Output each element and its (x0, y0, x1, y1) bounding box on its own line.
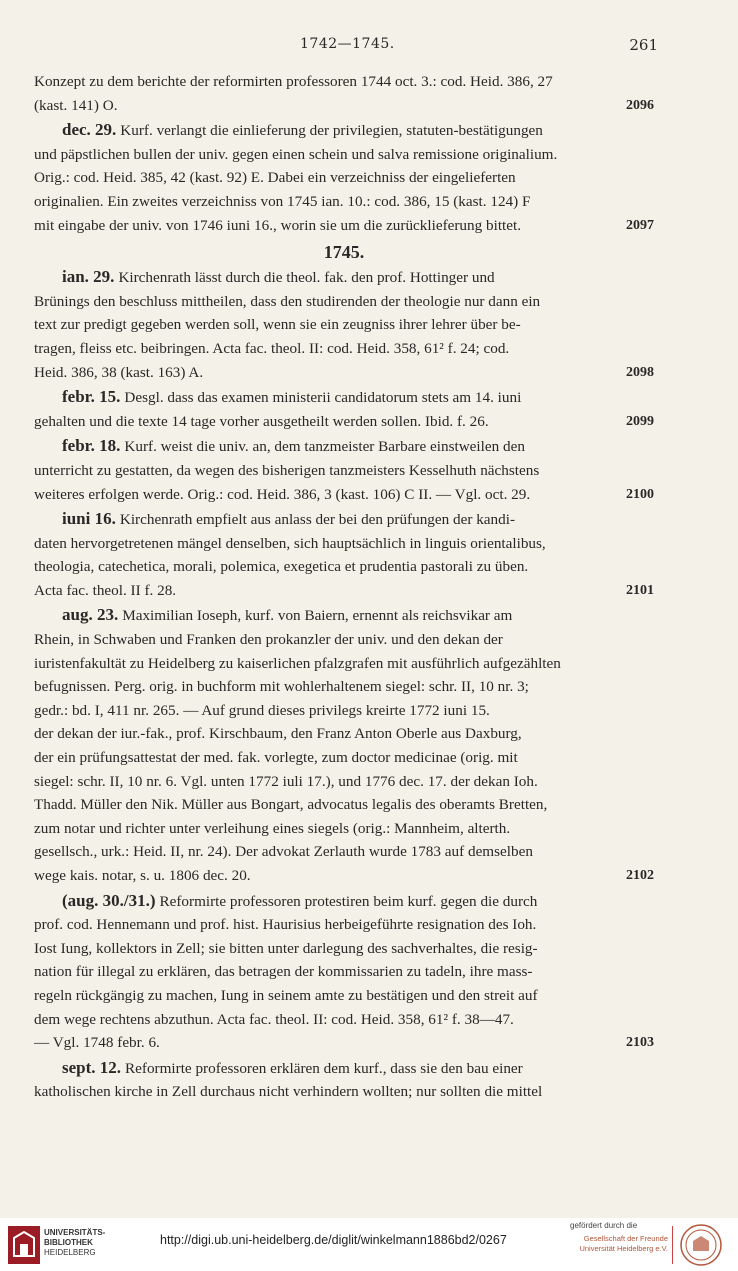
entry-date: febr. 15. (62, 387, 121, 407)
entry-line-text: nation für illegal zu erklären, das betragen der kommissarien zu tadeln, ihre mass- (34, 963, 533, 981)
entry-line (34, 628, 654, 652)
entry-line (34, 817, 654, 841)
library-name-line2: BIBLIOTHEK (44, 1238, 93, 1247)
entry-date: febr. 18. (62, 436, 121, 456)
entry-line-text: Desgl. dass das examen ministerii candidatorum stets am 14. iuni (124, 389, 522, 407)
running-header (0, 36, 738, 58)
entry-line (34, 532, 654, 556)
year-heading: 1745. (323, 242, 365, 263)
entry-number: 2099 (626, 413, 654, 429)
entry-line (34, 722, 654, 746)
entry-line-text: Acta fac. theol. II f. 28. (34, 581, 177, 599)
entry-line-text: gedr.: bd. I, 411 nr. 265. — Auf grund dieses privilegs kreirte 1772 iuni 15. (34, 701, 490, 719)
calendar-entry (34, 265, 654, 384)
entry-line (34, 984, 654, 1008)
entry-line (34, 699, 654, 723)
entry-line (34, 507, 654, 532)
entry-line-text: Konzept zu dem berichte der reformirten professoren 1744 oct. 3.: cod. Heid. 386, 27 (34, 73, 553, 90)
entry-line-text: gehalten und die texte 14 tage vorher ausgetheilt werden sollen. Ibid. f. 26. (34, 412, 489, 430)
calendar-entry (34, 434, 654, 506)
entry-date: aug. 23. (62, 605, 119, 625)
entry-line-text: der dekan der iur.-fak., prof. Kirschbaum, den Franz Anton Oberle aus Daxburg, (34, 725, 522, 743)
entry-line (34, 143, 654, 167)
entry-line (34, 1056, 654, 1081)
entry-line-text: der ein prüfungsattestat der med. fak. vorlegte, zum doctor medicinae (orig. mit (34, 749, 518, 767)
digitization-footer (0, 1218, 738, 1271)
entry-line-text: Kirchenrath empfielt aus anlass der bei den prüfungen der kandi- (119, 511, 516, 529)
footer-divider (672, 1226, 673, 1264)
entry-line-text: Rhein, in Schwaben und Franken den prokanzler der univ. und den dekan der (34, 631, 503, 649)
entry-date: ian. 29. (62, 267, 115, 287)
funded-by-label: gefördert durch die (570, 1221, 638, 1230)
entry-line (34, 290, 654, 314)
entry-line-text: Iost Iung, kollektors in Zell; sie bitten unter darlegung des sachverhaltes, die resig- (34, 939, 538, 957)
entry-number: 2102 (626, 868, 654, 883)
entry-line-text: Kurf. verlangt die einlieferung der privilegien, statuten-bestätigungen (120, 122, 543, 140)
entry-line-text: originalien. Ein zweites verzeichniss von 1745 ian. 10.: cod. 386, 15 (kast. 124) F (34, 192, 531, 210)
calendar-entry (34, 603, 654, 887)
entry-line (34, 555, 654, 579)
entries-1744 (34, 70, 654, 237)
entry-line (34, 70, 654, 94)
entry-line-text: dem wege rechtens abzuthun. Acta fac. theol. II: cod. Heid. 358, 61² f. 38—47. (34, 1010, 514, 1028)
header-years: 1742—1745. (300, 36, 395, 52)
entry-line-text: theologia, catechetica, morali, polemica, exegetica et prudentia pastorali zu üben. (34, 558, 529, 576)
entry-date: (aug. 30./31.) (62, 890, 156, 910)
entry-line (34, 265, 654, 290)
library-name-line3: HEIDELBERG (44, 1248, 96, 1257)
entry-line-text: (kast. 141) O. (34, 96, 118, 114)
entry-line (34, 913, 654, 937)
entry-line-text: regeln rückgängig zu machen, Iung in seinem amte zu bestätigen und den streit auf (34, 986, 538, 1004)
entry-line-text: siegel: schr. II, 10 nr. 6. Vgl. unten 1772 iuli 17.), und 1776 dec. 17. der dekan Ioh. (34, 772, 538, 790)
entry-line-text: Maximilian Ioseph, kurf. von Baiern, ernennt als reichsvikar am (122, 607, 513, 625)
entry-line-text: daten hervorgetretenen mängel denselben, sich hauptsächlich in linguis orientalibus, (34, 534, 546, 552)
calendar-entry (34, 70, 654, 117)
entry-line-text: katholischen kirche in Zell durchaus nicht verhindern wollten; nur sollten die mittel (34, 1083, 543, 1101)
entry-line-text: Kurf. weist die univ. an, dem tanzmeister Barbare einstweilen den (124, 438, 525, 456)
entry-line (34, 337, 654, 361)
entry-line (34, 960, 654, 984)
entry-line-text: Brünings den beschluss mittheilen, dass den studirenden der theologie nur dann ein (34, 292, 541, 310)
entry-number: 2103 (626, 1035, 654, 1051)
page-body (34, 70, 654, 1104)
society-name (566, 1234, 668, 1254)
entry-line-text: befugnissen. Perg. orig. in buchform mit wohlerhaltenem siegel: schr. II, 10 nr. 3; (34, 678, 529, 696)
entry-line (34, 579, 654, 603)
entry-line-text: Reformirte professoren protestiren beim kurf. gegen die durch (159, 892, 538, 910)
entry-number: 2101 (626, 582, 654, 598)
page-number: 261 (629, 36, 658, 54)
entry-number: 2096 (626, 97, 654, 113)
entries-1745 (34, 265, 654, 1104)
calendar-entry (34, 118, 654, 237)
entry-line (34, 214, 654, 238)
entry-line-text: wege kais. notar, s. u. 1806 dec. 20. (34, 867, 251, 884)
entry-line (34, 746, 654, 770)
entry-line (34, 118, 654, 143)
calendar-entry (34, 507, 654, 602)
university-library-logo-icon (8, 1226, 40, 1264)
entry-line (34, 603, 654, 628)
entry-line (34, 1008, 654, 1032)
entry-line (34, 864, 654, 888)
society-name-line2: Universität Heidelberg e.V. (579, 1244, 668, 1253)
entry-line (34, 94, 654, 118)
entry-line (34, 770, 654, 794)
entry-line-text: weiteres erfolgen werde. Orig.: cod. Heid. 386, 3 (kast. 106) C II. — Vgl. oct. 29. (34, 485, 531, 503)
entry-line (34, 434, 654, 459)
source-url-link[interactable]: http://digi.ub.uni-heidelberg.de/diglit/winkelmann1886bd2/0267 (160, 1233, 507, 1247)
university-seal-icon (680, 1224, 722, 1266)
society-name-line1: Gesellschaft der Freunde (583, 1234, 668, 1243)
entry-line-text: gesellsch., urk.: Heid. II, nr. 24). Der advokat Zerlauth wurde 1783 auf demselben (34, 843, 533, 861)
entry-line (34, 459, 654, 483)
entry-line-text: zum notar und richter unter verleihung eines siegels (orig.: Mannheim, alterth. (34, 819, 511, 837)
entry-line (34, 652, 654, 676)
entry-line (34, 483, 654, 507)
entry-line (34, 1080, 654, 1104)
calendar-entry (34, 385, 654, 433)
entry-line (34, 840, 654, 864)
library-name-line1: UNIVERSITÄTS- (44, 1228, 106, 1237)
entry-line (34, 385, 654, 410)
entry-line-text: Reformirte professoren erklären dem kurf., dass sie den bau einer (125, 1059, 523, 1077)
entry-line-text: — Vgl. 1748 febr. 6. (34, 1034, 160, 1052)
entry-date: dec. 29. (62, 120, 117, 140)
entry-line-text: Thadd. Müller den Nik. Müller aus Bongart, advocatus legalis des oberamts Bretten, (34, 796, 548, 814)
entry-date: iuni 16. (62, 509, 116, 529)
calendar-entry (34, 889, 654, 1055)
entry-number: 2100 (626, 486, 654, 502)
entry-date: sept. 12. (62, 1057, 122, 1077)
entry-line-text: prof. cod. Hennemann und prof. hist. Haurisius herbeigeführte resignation des Ioh. (34, 916, 537, 934)
entry-line-text: Heid. 386, 38 (kast. 163) A. (34, 363, 204, 381)
library-name (44, 1228, 105, 1258)
entry-line (34, 937, 654, 961)
entry-line (34, 889, 654, 914)
entry-line-text: unterricht zu gestatten, da wegen des bisherigen tanzmeisters Kesselhuth nächstens (34, 461, 540, 479)
entry-line (34, 313, 654, 337)
entry-line-text: Orig.: cod. Heid. 385, 42 (kast. 92) E. Dabei ein verzeichniss der eingelieferten (34, 169, 516, 187)
entry-line (34, 1031, 654, 1055)
calendar-entry (34, 1056, 654, 1104)
entry-line (34, 190, 654, 214)
entry-line-text: iuristenfakultät zu Heidelberg zu kaiserlichen pfalzgrafen mit ausführlich aufgezählten (34, 654, 561, 672)
entry-number: 2097 (626, 217, 654, 233)
entry-line-text: tragen, fleiss etc. beibringen. Acta fac. theol. II: cod. Heid. 358, 61² f. 24; cod. (34, 339, 510, 357)
entry-line-text: und päpstlichen bullen der univ. gegen einen schein und salva remissione originalium. (34, 145, 558, 163)
entry-line-text: text zur predigt gegeben werden soll, wenn sie ein zeugniss ihrer lehrer über be- (34, 316, 521, 334)
entry-line (34, 675, 654, 699)
entry-line (34, 166, 654, 190)
entry-line-text: mit eingabe der univ. von 1746 iuni 16., worin sie um die zurücklieferung bittet. (34, 216, 522, 234)
entry-line-text: Kirchenrath lässt durch die theol. fak. den prof. Hottinger und (118, 269, 495, 287)
entry-number: 2098 (626, 364, 654, 380)
entry-line (34, 793, 654, 817)
entry-line (34, 410, 654, 434)
entry-line (34, 361, 654, 385)
